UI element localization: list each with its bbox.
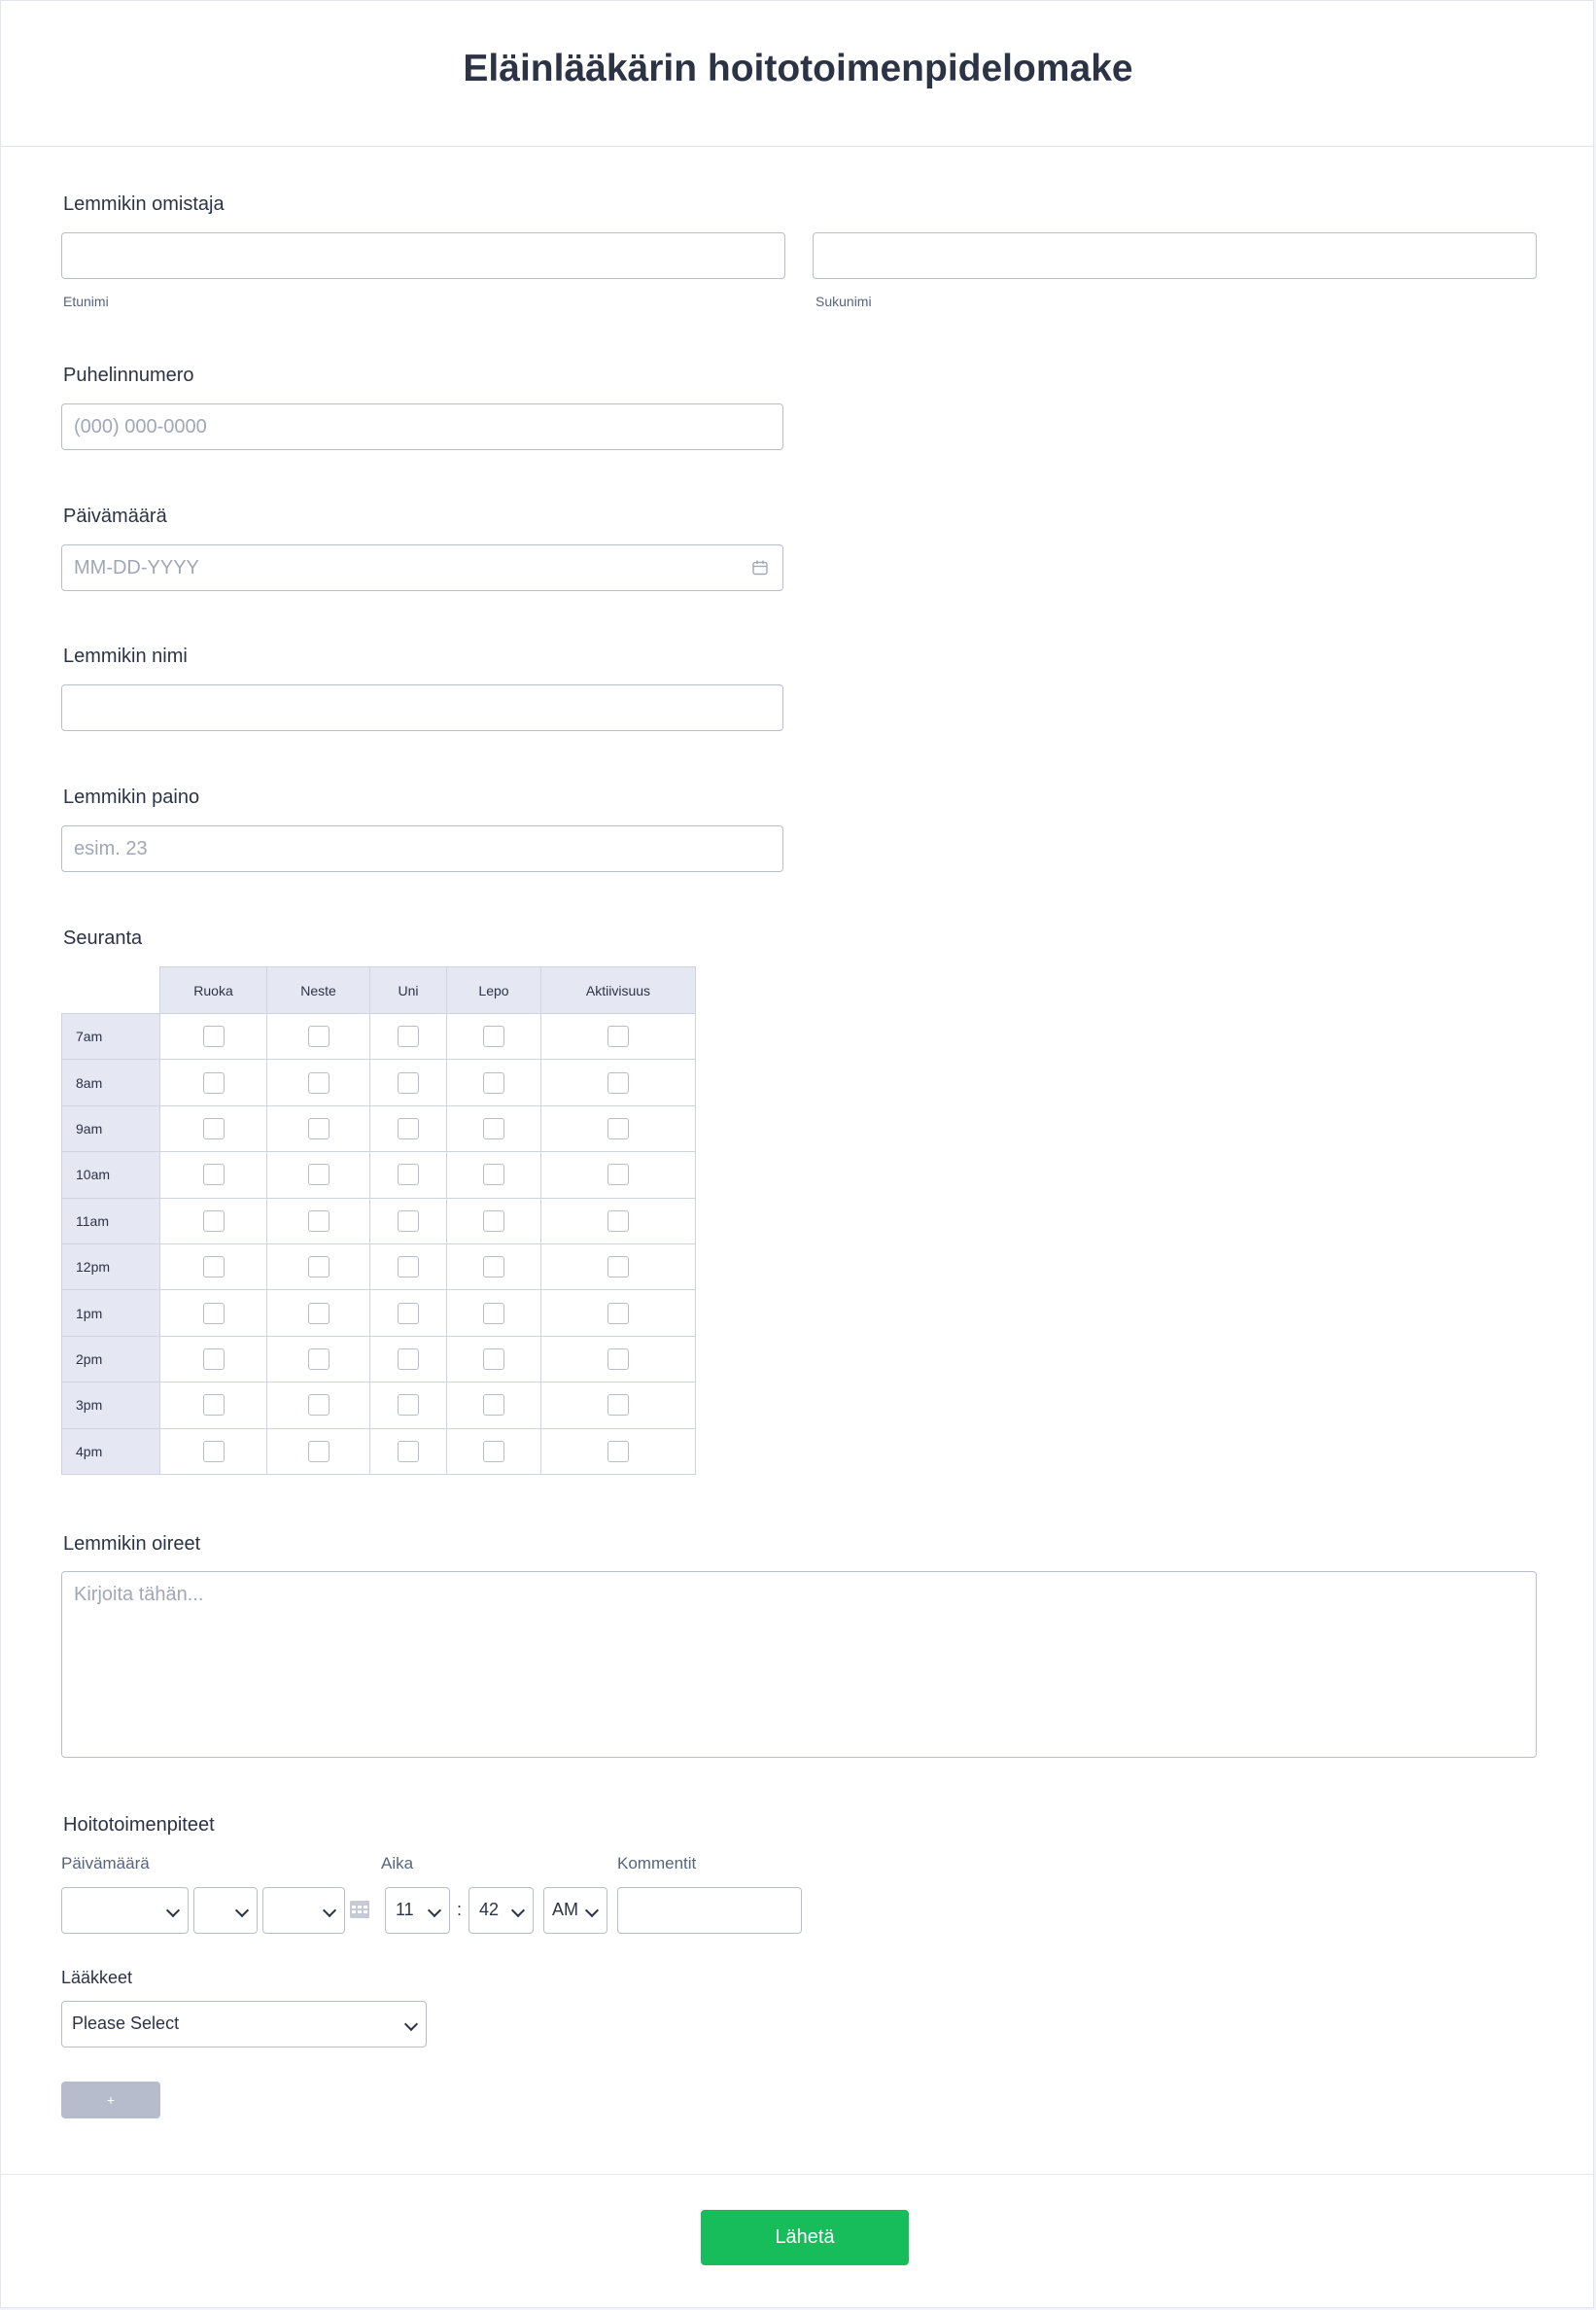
chevron-down-icon: [428, 1904, 441, 1917]
chevron-down-icon: [511, 1904, 525, 1917]
matrix-checkbox[interactable]: [607, 1118, 629, 1139]
ampm-value: AM: [552, 1900, 578, 1919]
matrix-checkbox[interactable]: [203, 1164, 225, 1185]
matrix-column-header: Aktiivisuus: [541, 967, 696, 1014]
procedure-ampm-select[interactable]: [543, 1887, 607, 1934]
matrix-checkbox[interactable]: [203, 1441, 225, 1462]
procedure-minute-select[interactable]: [468, 1887, 534, 1934]
matrix-cell: [541, 1243, 696, 1289]
tracking-label: Seuranta: [63, 928, 143, 949]
matrix-row: [62, 1382, 696, 1428]
matrix-checkbox[interactable]: [308, 1303, 330, 1324]
matrix-cell: [370, 1290, 447, 1336]
matrix-column-header: Uni: [370, 967, 447, 1014]
matrix-checkbox[interactable]: [483, 1072, 504, 1094]
matrix-checkbox[interactable]: [203, 1348, 225, 1370]
symptoms-textarea[interactable]: [61, 1571, 1537, 1758]
matrix-cell: [541, 1290, 696, 1336]
chevron-down-icon: [323, 1904, 336, 1917]
matrix-checkbox[interactable]: [308, 1441, 330, 1462]
date-input[interactable]: [61, 544, 783, 591]
matrix-row: [62, 1014, 696, 1060]
matrix-cell: [160, 1014, 267, 1060]
matrix-cell: [541, 1198, 696, 1243]
matrix-cell: [267, 1428, 370, 1474]
matrix-cell: [370, 1243, 447, 1289]
matrix-checkbox[interactable]: [483, 1256, 504, 1278]
matrix-checkbox[interactable]: [398, 1118, 419, 1139]
matrix-checkbox[interactable]: [607, 1072, 629, 1094]
matrix-cell: [447, 1336, 541, 1382]
matrix-checkbox[interactable]: [607, 1210, 629, 1232]
matrix-cell: [541, 1014, 696, 1060]
matrix-cell: [267, 1152, 370, 1198]
matrix-checkbox[interactable]: [398, 1210, 419, 1232]
matrix-row-header: 10am: [62, 1152, 160, 1198]
matrix-row: [62, 1152, 696, 1198]
matrix-column-header: Neste: [267, 967, 370, 1014]
matrix-checkbox[interactable]: [607, 1441, 629, 1462]
procedure-day-select[interactable]: [193, 1887, 258, 1934]
matrix-checkbox[interactable]: [203, 1303, 225, 1324]
matrix-cell: [267, 1382, 370, 1428]
calendar-icon[interactable]: [751, 559, 769, 577]
medicine-select-value: Please Select: [72, 2013, 180, 2033]
medicine-select[interactable]: [61, 2001, 427, 2048]
matrix-checkbox[interactable]: [398, 1256, 419, 1278]
matrix-row-header: 11am: [62, 1198, 160, 1243]
calendar-icon[interactable]: [349, 1899, 370, 1920]
footer-divider: [1, 2174, 1595, 2175]
matrix-cell: [447, 1243, 541, 1289]
matrix-row: [62, 1243, 696, 1289]
matrix-checkbox[interactable]: [483, 1441, 504, 1462]
matrix-checkbox[interactable]: [203, 1210, 225, 1232]
matrix-cell: [447, 1152, 541, 1198]
matrix-checkbox[interactable]: [203, 1026, 225, 1047]
form-header: [1, 1, 1595, 147]
matrix-cell: [160, 1336, 267, 1382]
matrix-cell: [160, 1382, 267, 1428]
matrix-checkbox[interactable]: [483, 1348, 504, 1370]
matrix-cell: [447, 1382, 541, 1428]
matrix-row: [62, 1428, 696, 1474]
matrix-cell: [267, 1105, 370, 1151]
matrix-checkbox[interactable]: [483, 1210, 504, 1232]
matrix-cell: [370, 1382, 447, 1428]
first-name-input[interactable]: [61, 232, 785, 279]
matrix-row-header: 4pm: [62, 1428, 160, 1474]
matrix-cell: [541, 1428, 696, 1474]
matrix-column-header: Ruoka: [160, 967, 267, 1014]
matrix-checkbox[interactable]: [607, 1394, 629, 1416]
matrix-checkbox[interactable]: [607, 1256, 629, 1278]
matrix-cell: [541, 1336, 696, 1382]
matrix-cell: [267, 1336, 370, 1382]
matrix-checkbox[interactable]: [398, 1164, 419, 1185]
matrix-checkbox[interactable]: [607, 1026, 629, 1047]
matrix-checkbox[interactable]: [308, 1118, 330, 1139]
matrix-cell: [370, 1014, 447, 1060]
matrix-checkbox[interactable]: [398, 1303, 419, 1324]
matrix-checkbox[interactable]: [607, 1164, 629, 1185]
tracking-matrix: [61, 966, 696, 1475]
matrix-cell: [267, 1290, 370, 1336]
owner-label: Lemmikin omistaja: [63, 193, 225, 215]
matrix-checkbox[interactable]: [607, 1303, 629, 1324]
symptoms-label: Lemmikin oireet: [63, 1533, 201, 1555]
matrix-checkbox[interactable]: [203, 1118, 225, 1139]
matrix-checkbox[interactable]: [483, 1394, 504, 1416]
matrix-row-header: 3pm: [62, 1382, 160, 1428]
date-label: Päivämäärä: [63, 506, 167, 527]
matrix-checkbox[interactable]: [308, 1026, 330, 1047]
matrix-checkbox[interactable]: [483, 1118, 504, 1139]
pet-weight-label: Lemmikin paino: [63, 787, 200, 808]
matrix-cell: [160, 1198, 267, 1243]
matrix-checkbox[interactable]: [398, 1026, 419, 1047]
time-separator: :: [457, 1900, 463, 1919]
last-name-sublabel: Sukunimi: [815, 294, 872, 309]
medicine-label: Lääkkeet: [61, 1968, 133, 1987]
matrix-checkbox[interactable]: [398, 1394, 419, 1416]
matrix-row-header: 8am: [62, 1060, 160, 1105]
matrix-checkbox[interactable]: [308, 1072, 330, 1094]
last-name-input[interactable]: [813, 232, 1537, 279]
matrix-row: [62, 1290, 696, 1336]
matrix-row-header: 1pm: [62, 1290, 160, 1336]
matrix-cell: [370, 1105, 447, 1151]
matrix-checkbox[interactable]: [308, 1394, 330, 1416]
matrix-row-header: 7am: [62, 1014, 160, 1060]
matrix-cell: [267, 1198, 370, 1243]
matrix-cell: [541, 1105, 696, 1151]
matrix-column-header: Lepo: [447, 967, 541, 1014]
matrix-cell: [447, 1290, 541, 1336]
procedure-comment-label: Kommentit: [617, 1854, 697, 1872]
pet-name-label: Lemmikin nimi: [63, 646, 188, 667]
add-row-button[interactable]: +: [61, 2082, 160, 2118]
pet-weight-input[interactable]: [61, 825, 783, 872]
matrix-checkbox[interactable]: [203, 1256, 225, 1278]
matrix-cell: [447, 1428, 541, 1474]
matrix-checkbox[interactable]: [308, 1210, 330, 1232]
matrix-cell: [267, 1243, 370, 1289]
chevron-down-icon: [585, 1904, 599, 1917]
matrix-cell: [160, 1243, 267, 1289]
matrix-checkbox[interactable]: [483, 1026, 504, 1047]
matrix-cell: [160, 1105, 267, 1151]
matrix-cell: [541, 1382, 696, 1428]
matrix-cell: [160, 1152, 267, 1198]
form-title: Eläinlääkärin hoitotoimenpidelomake: [463, 48, 1133, 89]
matrix-cell: [447, 1198, 541, 1243]
matrix-checkbox[interactable]: [203, 1072, 225, 1094]
submit-button[interactable]: Lähetä: [701, 2210, 909, 2265]
matrix-row: [62, 1105, 696, 1151]
matrix-row: [62, 1060, 696, 1105]
chevron-down-icon: [166, 1904, 180, 1917]
phone-input[interactable]: [61, 403, 783, 450]
matrix-cell: [541, 1060, 696, 1105]
matrix-cell: [160, 1290, 267, 1336]
first-name-sublabel: Etunimi: [63, 294, 109, 309]
matrix-checkbox[interactable]: [607, 1348, 629, 1370]
matrix-checkbox[interactable]: [203, 1394, 225, 1416]
matrix-cell: [447, 1060, 541, 1105]
matrix-cell: [447, 1105, 541, 1151]
matrix-row-header: 9am: [62, 1105, 160, 1151]
procedure-comment-input[interactable]: [617, 1887, 802, 1934]
hour-value: 11: [396, 1900, 414, 1919]
matrix-cell: [447, 1014, 541, 1060]
minute-value: 42: [479, 1900, 500, 1919]
matrix-row-header: 2pm: [62, 1336, 160, 1382]
matrix-corner: [62, 967, 160, 1014]
phone-label: Puhelinnumero: [63, 365, 194, 386]
procedure-time-label: Aika: [381, 1854, 414, 1872]
matrix-cell: [370, 1198, 447, 1243]
matrix-cell: [160, 1060, 267, 1105]
matrix-cell: [370, 1428, 447, 1474]
chevron-down-icon: [235, 1904, 249, 1917]
matrix-cell: [541, 1152, 696, 1198]
procedure-month-select[interactable]: [61, 1887, 189, 1934]
matrix-cell: [370, 1060, 447, 1105]
matrix-checkbox[interactable]: [308, 1348, 330, 1370]
matrix-cell: [370, 1152, 447, 1198]
matrix-checkbox[interactable]: [308, 1164, 330, 1185]
matrix-cell: [370, 1336, 447, 1382]
matrix-checkbox[interactable]: [398, 1348, 419, 1370]
procedures-label: Hoitotoimenpiteet: [63, 1814, 215, 1836]
matrix-checkbox[interactable]: [483, 1303, 504, 1324]
matrix-cell: [267, 1014, 370, 1060]
procedure-year-select[interactable]: [262, 1887, 345, 1934]
matrix-cell: [160, 1428, 267, 1474]
matrix-cell: [267, 1060, 370, 1105]
matrix-row: [62, 1198, 696, 1243]
matrix-checkbox[interactable]: [398, 1072, 419, 1094]
matrix-checkbox[interactable]: [398, 1441, 419, 1462]
chevron-down-icon: [404, 2017, 418, 2031]
matrix-checkbox[interactable]: [308, 1256, 330, 1278]
procedure-hour-select[interactable]: [385, 1887, 450, 1934]
procedure-date-label: Päivämäärä: [61, 1854, 150, 1872]
matrix-row-header: 12pm: [62, 1243, 160, 1289]
matrix-checkbox[interactable]: [483, 1164, 504, 1185]
matrix-row: [62, 1336, 696, 1382]
pet-name-input[interactable]: [61, 684, 783, 731]
